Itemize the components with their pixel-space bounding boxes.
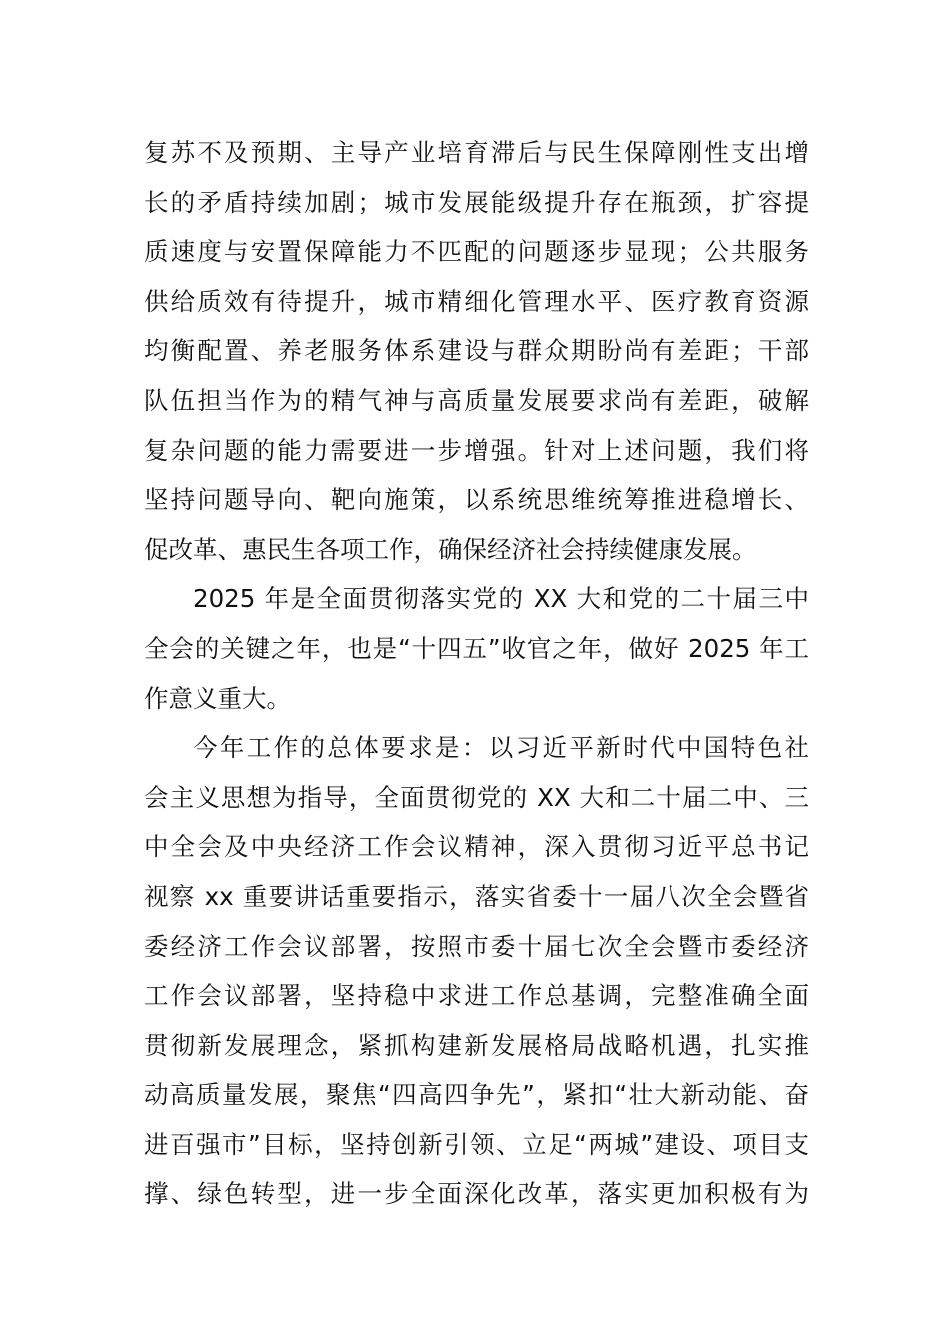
paragraph-1 (144, 128, 809, 574)
text-line: 会主义思想为指导，全面贯彻党的 XX 大和二十届二中、三 (144, 782, 809, 812)
paragraph-3 (144, 723, 809, 1219)
text-line: 促改革、惠民生各项工作，确保经济社会持续健康发展。 (144, 534, 757, 564)
text-line: 进百强市”目标，坚持创新引领、立足“两城”建设、项目支 (144, 1129, 809, 1159)
text-line: 贯彻新发展理念，紧抓构建新发展格局战略机遇，扎实推 (144, 1030, 809, 1060)
text-line: 动高质量发展，聚焦“四高四争先”，紧扣“壮大新动能、奋 (144, 1080, 809, 1110)
text-line: 长的矛盾持续加剧；城市发展能级提升存在瓶颈，扩容提 (144, 187, 809, 217)
text-line: 全会的关键之年，也是“十四五”收官之年，做好 2025 年工 (144, 633, 809, 663)
text-line: 坚持问题导向、靶向施策，以系统思维统筹推进稳增长、 (144, 485, 809, 515)
text-line: 队伍担当作为的精气神与高质量发展要求尚有差距，破解 (144, 385, 809, 415)
text-line: 复杂问题的能力需要进一步增强。针对上述问题，我们将 (144, 435, 809, 465)
text-line: 复苏不及预期、主导产业培育滞后与民生保障刚性支出增 (144, 138, 809, 167)
text-line: 委经济工作会议部署，按照市委十届七次全会暨市委经济 (144, 931, 809, 961)
text-line: 今年工作的总体要求是：以习近平新时代中国特色社 (193, 733, 809, 763)
text-line: 撑、绿色转型，进一步全面深化改革，落实更加积极有为 (144, 1179, 809, 1209)
text-line: 中全会及中央经济工作会议精神，深入贯彻习近平总书记 (144, 832, 809, 862)
text-line: 工作会议部署，坚持稳中求进工作总基调，完整准确全面 (144, 981, 809, 1011)
text-line: 作意义重大。 (144, 683, 291, 713)
document-body (144, 128, 809, 1219)
text-line: 均衡配置、养老服务体系建设与群众期盼尚有差距；干部 (144, 336, 809, 366)
text-line: 供给质效有待提升，城市精细化管理水平、医疗教育资源 (144, 286, 809, 316)
text-line: 质速度与安置保障能力不匹配的问题逐步显现；公共服务 (144, 237, 809, 267)
text-line: 视察 xx 重要讲话重要指示，落实省委十一届八次全会暨省 (144, 881, 809, 911)
paragraph-2 (144, 574, 809, 723)
text-line: 2025 年是全面贯彻落实党的 XX 大和党的二十届三中 (193, 584, 809, 614)
